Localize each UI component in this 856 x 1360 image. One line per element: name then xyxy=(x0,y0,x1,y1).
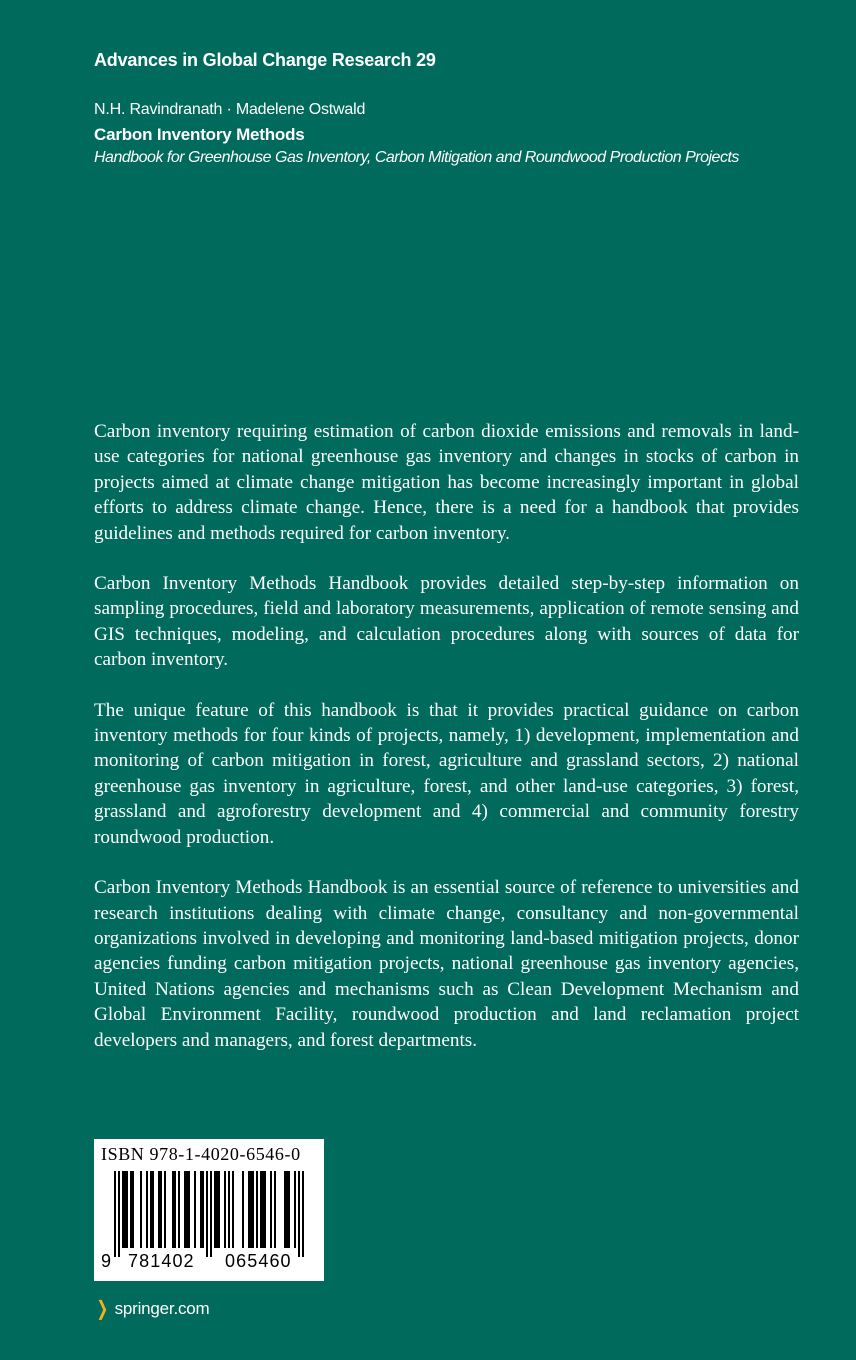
barcode-bar xyxy=(150,1171,152,1248)
barcode-bar xyxy=(152,1171,154,1248)
blurb-paragraph: The unique feature of this handbook is that it provides practical guidance on carbon inventory methods for four kinds of projects, namely, 1) development, implementation and monitoring of carbon mitigation in forest, agriculture and grassland sectors, 2) national greenhouse gas inventory in agriculture, forest, and other land-use categories, 3) forest, grassland and agroforestry development and 4) commercial and community forestry roundwood production. xyxy=(94,699,799,848)
barcode-bar xyxy=(140,1171,142,1248)
barcode-bar xyxy=(218,1171,220,1248)
blurb-paragraph: Carbon Inventory Methods Handbook is an essential source of reference to universities and research institutions dealing with climate change, consultancy and non-governmental organizations involved in developing and monitoring land-based mitigation projects, donor agencies funding carbon mitigation projects, national greenhouse gas inventory agencies, United Nations agencies and mechanisms such as Clean Development Mechanism and Global Environment Facility, roundwood production and land reclamation project developers and managers, and forest departments. xyxy=(94,877,799,1051)
barcode-bar xyxy=(202,1171,204,1248)
barcode-bar xyxy=(118,1171,120,1257)
barcode-digit-first: 9 xyxy=(101,1251,113,1271)
barcode-bar xyxy=(250,1171,252,1248)
barcode-bar xyxy=(124,1171,126,1248)
series-title: Advances in Global Change Research 29 xyxy=(94,50,436,70)
barcode-bar xyxy=(262,1171,264,1248)
barcode-bar xyxy=(214,1171,216,1248)
barcode-bar xyxy=(186,1171,188,1248)
barcode-bar xyxy=(132,1171,134,1248)
barcode-bar xyxy=(242,1171,244,1248)
barcode-bar xyxy=(274,1171,276,1248)
barcode-bar xyxy=(194,1171,196,1248)
barcode-bar xyxy=(122,1171,124,1248)
chevron-right-icon: ❯ xyxy=(96,1298,109,1320)
barcode-bar xyxy=(224,1171,226,1248)
isbn-label: ISBN 978-1-4020-6546-0 xyxy=(101,1144,301,1164)
barcode-bar xyxy=(210,1171,212,1257)
barcode-bar xyxy=(286,1171,288,1248)
barcode-bar xyxy=(270,1171,272,1248)
authors: N.H. Ravindranath · Madelene Ostwald xyxy=(94,101,366,118)
barcode-bar xyxy=(288,1171,290,1248)
book-title: Carbon Inventory Methods xyxy=(94,125,305,144)
barcode-bar xyxy=(252,1171,254,1248)
blurb-paragraph: Carbon inventory requiring estimation of carbon dioxide emissions and removals in land-use categories for national greenhouse gas inventory and changes in stocks of carbon in projects aimed at climate change mitigation has become increasingly important in global efforts to address climate change. Hence, there is a need for a handbook that provides guidelines and methods required for carbon inventory. xyxy=(94,421,799,544)
barcode-bar xyxy=(294,1171,296,1248)
barcode-bar xyxy=(256,1171,258,1248)
publisher-url: springer.com xyxy=(114,1298,210,1318)
barcode-bar xyxy=(174,1171,176,1248)
barcode-bar xyxy=(206,1171,208,1257)
barcode-digits-right: 065460 xyxy=(225,1251,292,1271)
barcode-bar xyxy=(248,1171,250,1248)
barcode-bar xyxy=(264,1171,266,1248)
barcode-bar xyxy=(200,1171,202,1248)
publisher-link[interactable] xyxy=(94,1296,209,1321)
barcode-bar xyxy=(260,1171,262,1248)
barcode-bar xyxy=(146,1171,148,1248)
barcode-bar xyxy=(164,1171,166,1248)
barcode-bar xyxy=(126,1171,128,1248)
barcode-bar xyxy=(284,1171,286,1248)
barcode-bar xyxy=(158,1171,160,1248)
barcode-bar xyxy=(188,1171,190,1248)
barcode-bar xyxy=(302,1171,304,1257)
barcode-box xyxy=(94,1139,324,1281)
barcode-bar xyxy=(216,1171,218,1248)
barcode-bar xyxy=(298,1171,300,1257)
barcode-bar xyxy=(130,1171,132,1248)
barcode-bar xyxy=(178,1171,180,1248)
blurb-paragraph: Carbon Inventory Methods Handbook provides detailed step-by-step information on sampling procedures, field and laboratory measurements, application of remote sensing and GIS techniques, modeling, and calculation procedures along with sources of data for carbon inventory. xyxy=(94,573,799,671)
book-subtitle: Handbook for Greenhouse Gas Inventory, Carbon Mitigation and Roundwood Production Projects xyxy=(94,149,739,166)
barcode-bar xyxy=(172,1171,174,1248)
barcode-bar xyxy=(160,1171,162,1248)
barcode-bar xyxy=(232,1171,234,1248)
barcode-bar xyxy=(114,1171,116,1257)
barcode-digits-left: 781402 xyxy=(128,1251,195,1271)
barcode-bar xyxy=(184,1171,186,1248)
blurb xyxy=(94,419,799,1053)
barcode-bar xyxy=(228,1171,230,1248)
